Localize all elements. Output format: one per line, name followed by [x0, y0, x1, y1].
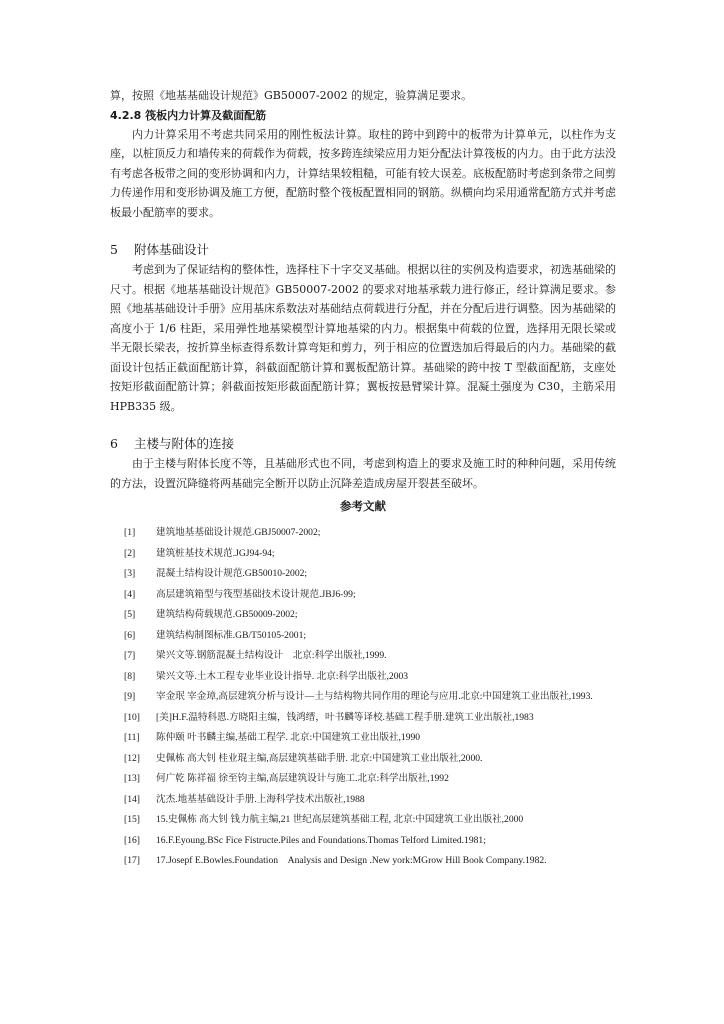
reference-index: [14] — [124, 793, 140, 805]
reference-item — [110, 585, 616, 606]
reference-item — [110, 564, 616, 585]
reference-item — [110, 851, 616, 872]
reference-text: 建筑地基基础设计规范.GBJ50007-2002; — [156, 527, 321, 538]
reference-text: 建筑结构制图标准.GB/T50105-2001; — [156, 629, 307, 641]
reference-index: [6] — [124, 629, 136, 641]
reference-index: [8] — [124, 670, 136, 682]
section-6-number: 6 — [110, 436, 118, 451]
reference-index: [2] — [124, 547, 136, 559]
reference-text: 16.F.Eyoung.BSc Fice Fistructe.Piles and Foundations.Thomas Telford Limited.1981; — [156, 834, 486, 846]
reference-index: [12] — [124, 752, 140, 764]
section-5-number: 5 — [110, 242, 118, 257]
reference-item — [110, 687, 616, 708]
section-4-2-8-heading: 4.2.8 筏板内力计算及截面配筋 — [110, 108, 267, 122]
reference-item — [110, 544, 616, 565]
reference-text: 高层建筑箱型与筏型基础技术设计规范.JBJ6-99; — [156, 588, 356, 600]
reference-index: [4] — [124, 588, 136, 600]
reference-item — [110, 708, 616, 729]
reference-text: 建筑结构荷载规范.GB50009-2002; — [156, 609, 298, 620]
reference-item — [110, 646, 616, 667]
reference-index: [15] — [124, 814, 140, 825]
reference-text: [美]H.F.温特科恩.方晓阳主编，钱鸿缙，叶书麟等译校.基础工程手册.建筑工业出版社,1983 — [156, 711, 534, 723]
reference-index: [5] — [124, 609, 136, 620]
reference-item — [110, 831, 616, 852]
reference-text: 沈杰.地基基础设计手册.上海科学技术出版社,1988 — [156, 793, 365, 805]
reference-text: 建筑桩基技术规范.JGJ94-94; — [156, 547, 275, 559]
document-page — [110, 86, 616, 872]
reference-index: [3] — [124, 568, 136, 579]
references-list — [110, 523, 616, 872]
reference-index: [17] — [124, 855, 140, 866]
section-4-2-8-body: 内力计算采用不考虑共同采用的刚性板法计算。取柱的跨中到跨中的板带为计算单元，以柱作为支座，以桩顶反力和墙传来的荷载作为荷载，按多跨连续梁应用力矩分配法计算筏板的内力。由于此方法没有考虑各板带之间的变形协调和内力，计算结果较粗糙，可能有较大误差。底板配筋时考虑到条带之间剪力传递作用和变形协调及施工方便，配筋时整个筏板配置相同的钢筋。纵横向均采用通常配筋方式并考虑板最小配筋率的要求。 — [110, 127, 616, 219]
reference-text: 陈仲颐 叶书麟主编,基础工程学. 北京:中国建筑工业出版社,1990 — [156, 732, 421, 743]
reference-index: [7] — [124, 650, 136, 661]
reference-item — [110, 790, 616, 811]
reference-item — [110, 728, 616, 749]
reference-index: [16] — [124, 834, 140, 846]
reference-text: 混凝土结构设计规范.GB50010-2002; — [156, 568, 308, 579]
references-title: 参考文献 — [340, 499, 386, 513]
section-6-title: 主楼与附体的连接 — [134, 436, 235, 451]
reference-item — [110, 749, 616, 770]
reference-item — [110, 810, 616, 831]
reference-index: [13] — [124, 773, 140, 784]
reference-item — [110, 626, 616, 647]
reference-item — [110, 769, 616, 790]
reference-index: [9] — [124, 691, 136, 702]
section-6-heading — [110, 434, 616, 454]
section-5-heading — [110, 240, 616, 260]
reference-text: 15.史佩栋 高大钊 钱力航主编,21 世纪高层建筑基础工程, 北京:中国建筑工业出版社,2000 — [156, 814, 524, 825]
section-5-title: 附体基础设计 — [134, 242, 210, 257]
continued-paragraph: 算，按照《地基基础设计规范》GB50007-2002 的规定，验算满足要求。 — [110, 89, 473, 102]
reference-item — [110, 605, 616, 626]
section-6-body: 由于主楼与附体长度不等，且基础形式也不同，考虑到构造上的要求及施工时的种种问题，采用传统的方法，设置沉降缝将两基础完全断开以防止沉降差造成房屋开裂甚至破坏。 — [110, 457, 616, 490]
reference-text: 梁兴文等.钢筋混凝土结构设计 北京:科学出版社,1999. — [156, 650, 387, 661]
reference-text: 史佩栋 高大钊 桂业琨主编,高层建筑基础手册. 北京:中国建筑工业出版社,2000. — [156, 752, 483, 764]
reference-text: 何广乾 陈祥福 徐至钧主编,高层建筑设计与施工.北京:科学出版社,1992 — [156, 773, 449, 784]
reference-index: [11] — [124, 732, 140, 743]
section-5-body: 考虑到为了保证结构的整体性，选择柱下十字交叉基础。根据以往的实例及构造要求，初选基础梁的尺寸。根据《地基基础设计规范》GB50007-2002 的要求对地基承载力进行修正，经计算满足要求。参照《地基基础设计手册》应用基床系数法对基础结点荷载进行分配，并在分配后进行调整。因为基础梁的高度小于 1/6 柱距，采用弹性地基梁模型计算地基梁的内力。根据集中荷载的位置，选择用无限长梁或半无限长梁表，按折算坐标查得系数计算弯矩和剪力，列于相应的位置迭加后得最后的内力。基础梁的截面设计包括正截面配筋计算，斜截面配筋计算和翼板配筋计算。基础梁的跨中按 T 型截面配筋，支座处按矩形截面配筋计算；斜截面按矩形截面配筋计算；翼板按悬臂梁计算。混凝土强度为 C30，主筋采用 HPB335 级。 — [110, 263, 616, 413]
reference-text: 梁兴文等.土木工程专业毕业设计指导. 北京:科学出版社,2003 — [156, 670, 409, 682]
reference-item — [110, 523, 616, 544]
reference-item — [110, 667, 616, 688]
reference-index: [10] — [124, 711, 140, 723]
reference-text: 17.Josepf E.Bowles.Foundation Analysis and Design .New york:MGrow Hill Book Company.1982. — [156, 855, 547, 866]
reference-text: 宰金珉 宰金璋,高层建筑分析与设计—土与结构物共同作用的理论与应用.北京:中国建筑工业出版社,1993. — [156, 691, 593, 702]
reference-index: [1] — [124, 527, 136, 538]
